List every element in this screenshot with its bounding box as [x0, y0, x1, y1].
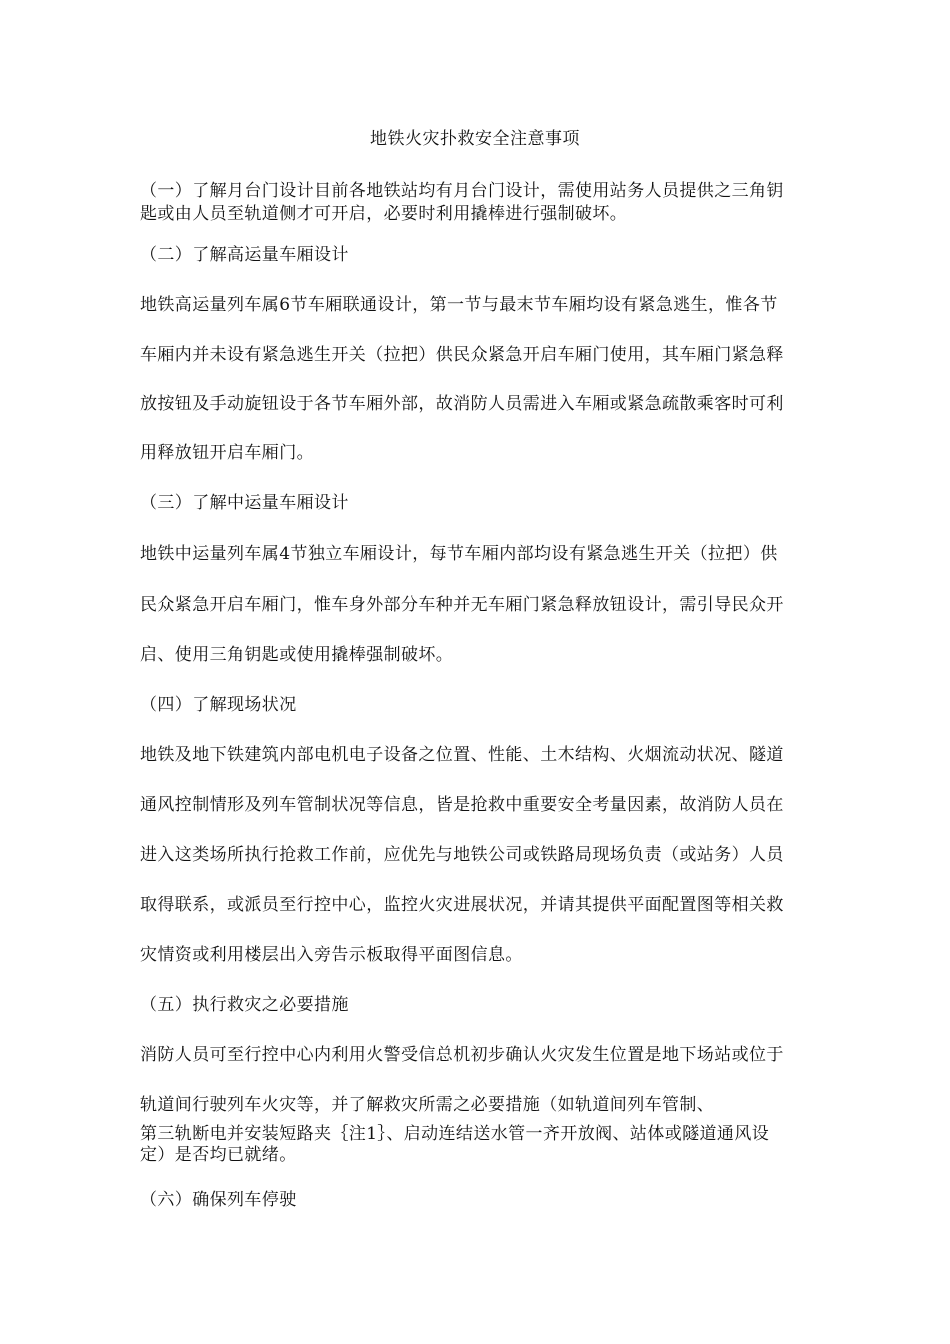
- paragraph-1-line-2: 匙或由人员至轨道侧才可开启，必要时利用撬棒进行强制破坏。: [140, 204, 628, 224]
- section-heading-3: （三）了解中运量车厢设计: [140, 493, 349, 513]
- paragraph-2-line-2: 车厢内并未设有紧急逃生开关（拉把）供民众紧急开启车厢门使用，其车厢门紧急释: [140, 345, 784, 365]
- paragraph-4-line-4: 取得联系，或派员至行控中心，监控火灾进展状况，并请其提供平面配置图等相关救: [140, 895, 784, 915]
- paragraph-5-line-1: 消防人员可至行控中心内利用火警受信总机初步确认火灾发生位置是地下场站或位于: [140, 1045, 784, 1065]
- section-heading-5: （五）执行救灾之必要措施: [140, 995, 349, 1015]
- paragraph-3-line-2: 民众紧急开启车厢门，惟车身外部分车种并无车厢门紧急释放钮设计，需引导民众开: [140, 595, 784, 615]
- paragraph-4-line-2: 通风控制情形及列车管制状况等信息，皆是抢救中重要安全考量因素，故消防人员在: [140, 795, 784, 815]
- paragraph-4-line-5: 灾情资或利用楼层出入旁告示板取得平面图信息。: [140, 945, 523, 965]
- paragraph-3-line-3: 启、使用三角钥匙或使用撬棒强制破坏。: [140, 645, 454, 665]
- paragraph-5-line-4: 定）是否均已就绪。: [140, 1145, 297, 1165]
- section-heading-2: （二）了解高运量车厢设计: [140, 245, 349, 265]
- paragraph-4-line-3: 进入这类场所执行抢救工作前，应优先与地铁公司或铁路局现场负责（或站务）人员: [140, 845, 784, 865]
- paragraph-2-line-3: 放按钮及手动旋钮设于各节车厢外部，故消防人员需进入车厢或紧急疏散乘客时可利: [140, 394, 784, 414]
- paragraph-5-line-3: 第三轨断电并安装短路夹｛注1｝、启动连结送水管一齐开放阀、站体或隧道通风设: [140, 1124, 770, 1144]
- paragraph-4-line-1: 地铁及地下铁建筑内部电机电子设备之位置、性能、土木结构、火烟流动状况、隧道: [140, 745, 784, 765]
- paragraph-1-line-1: （一）了解月台门设计目前各地铁站均有月台门设计，需使用站务人员提供之三角钥: [140, 181, 784, 201]
- document-title: 地铁火灾扑救安全注意事项: [370, 129, 580, 149]
- paragraph-2-line-1: 地铁高运量列车属6节车厢联通设计，第一节与最末节车厢均设有紧急逃生，惟各节: [140, 295, 778, 315]
- paragraph-5-line-2: 轨道间行驶列车火灾等，并了解救灾所需之必要措施（如轨道间列车管制、: [140, 1095, 715, 1115]
- section-heading-6: （六）确保列车停驶: [140, 1190, 297, 1210]
- section-heading-4: （四）了解现场状况: [140, 695, 297, 715]
- paragraph-3-line-1: 地铁中运量列车属4节独立车厢设计，每节车厢内部均设有紧急逃生开关（拉把）供: [140, 544, 778, 564]
- paragraph-2-line-4: 用释放钮开启车厢门。: [140, 443, 314, 463]
